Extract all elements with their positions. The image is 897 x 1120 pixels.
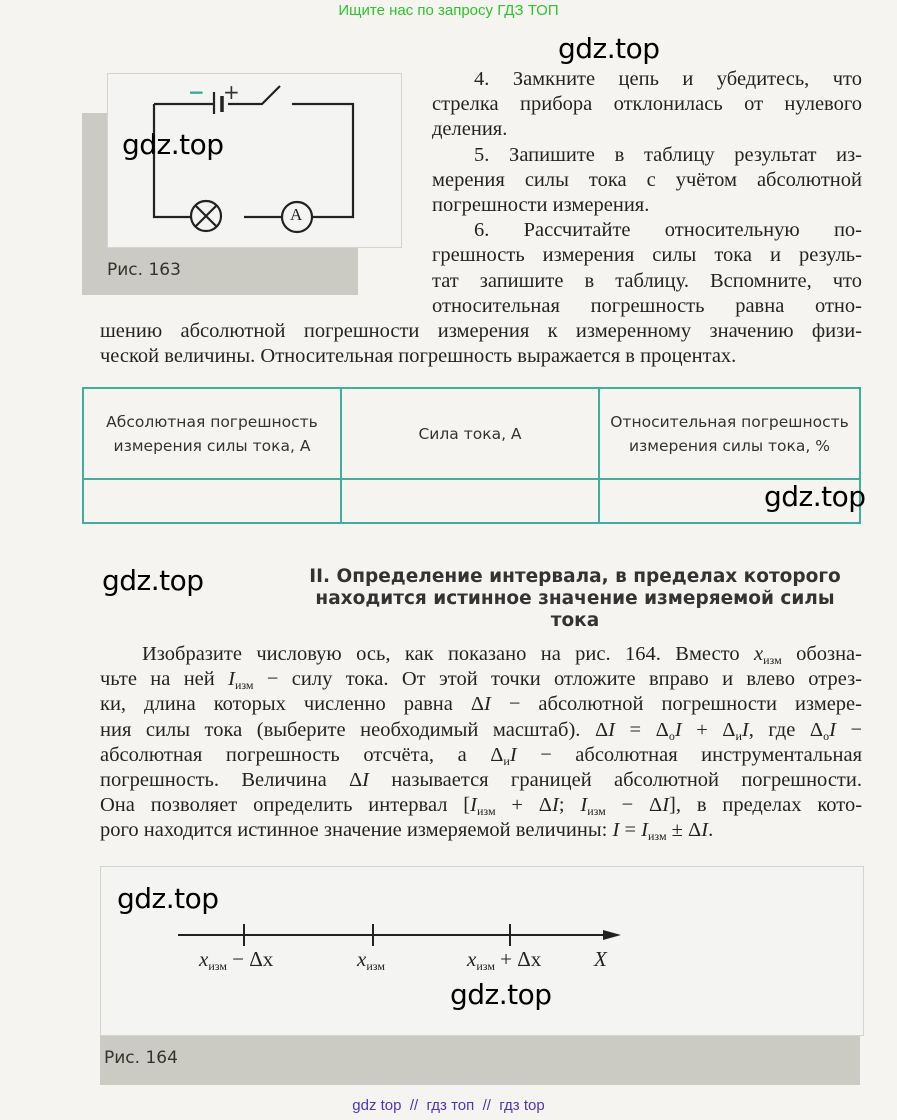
math-subscript: изм xyxy=(476,804,496,819)
header-current: Сила тока, А xyxy=(341,388,599,479)
text-segment: погрешности измерения. xyxy=(432,193,650,216)
watermark: gdz.top xyxy=(450,978,552,1011)
text-line xyxy=(432,92,862,117)
math-variable: I xyxy=(612,819,620,842)
cell-current[interactable] xyxy=(341,479,599,523)
text-segment: тат запишите в таблицу. Вспомните, что xyxy=(432,269,862,292)
math-variable: I xyxy=(484,693,491,716)
sub-izm: изм xyxy=(476,959,495,973)
table-row xyxy=(83,479,860,523)
text-segment: чьте на ней xyxy=(100,668,229,691)
instruction-paragraph xyxy=(100,642,862,844)
text-line xyxy=(100,319,862,344)
math-subscript: и xyxy=(503,753,510,768)
figure-164-caption: Рис. 164 xyxy=(104,1048,178,1068)
label-measured xyxy=(357,947,385,974)
text-segment: − силу тока. От этой точки отложите вправо и влево отрез- xyxy=(253,668,863,691)
label-upper xyxy=(467,947,541,974)
text-segment: шению абсолютной погрешности измерения к измеренному значению физи- xyxy=(100,320,862,342)
text-line xyxy=(432,218,862,243)
text-segment: − xyxy=(835,718,862,741)
arrow-icon xyxy=(603,930,621,940)
text-segment: = Δ xyxy=(614,718,669,741)
math-subscript: изм xyxy=(763,653,782,667)
math-variable: I xyxy=(362,768,369,791)
var-x: x xyxy=(199,947,209,971)
text-segment: + Δ xyxy=(495,794,552,817)
battery-minus: − xyxy=(188,80,205,104)
section-heading: II. Определение интервала, в пределах которого находится истинное значение измеряемой силы тока xyxy=(309,566,841,631)
text-line xyxy=(100,692,862,717)
text-segment: ± Δ xyxy=(666,819,702,842)
search-banner[interactable]: Ищите нас по запросу ГДЗ ТОП xyxy=(338,2,559,19)
math-subscript: о xyxy=(668,728,675,743)
results-table xyxy=(82,387,861,524)
text-line xyxy=(100,793,862,818)
text-segment: − Δ xyxy=(605,794,663,817)
var-x: x xyxy=(357,947,367,971)
steps-continuation xyxy=(100,319,862,369)
math-variable: I xyxy=(509,743,517,766)
watermark: gdz.top xyxy=(102,564,204,597)
text-line xyxy=(432,193,862,218)
text-segment: рого находится истинное значение измеряемой величины: xyxy=(100,819,613,842)
math-variable: I xyxy=(741,718,749,741)
text-segment: абсолютная погрешность отсчёта, а Δ xyxy=(100,743,504,766)
watermark: gdz.top xyxy=(764,480,866,513)
math-variable: I xyxy=(701,819,709,842)
text-line xyxy=(100,768,862,793)
sub-izm: изм xyxy=(366,959,385,973)
text-line xyxy=(432,143,862,168)
label-rest: + Δx xyxy=(494,947,542,971)
text-segment: стрелка прибора отклонилась от нулевого xyxy=(432,93,862,116)
text-line xyxy=(432,243,862,268)
text-line xyxy=(432,294,862,319)
text-segment: 6. Рассчитайте относительную по- xyxy=(474,219,862,242)
text-segment: называется границей абсолютной погрешности. xyxy=(369,768,862,791)
text-line xyxy=(100,743,862,768)
figure-163-caption: Рис. 163 xyxy=(107,260,181,280)
text-segment: = xyxy=(619,819,642,842)
axis-label: X xyxy=(594,947,607,971)
math-variable: I xyxy=(228,668,235,691)
math-variable: I xyxy=(580,794,588,817)
text-segment: − абсолютной погрешности измере- xyxy=(490,693,862,716)
footer-links[interactable]: gdz top // гдз топ // гдз top xyxy=(352,1097,545,1114)
text-segment: Она позволяет определить интервал [ xyxy=(100,794,471,817)
text-segment: деления. xyxy=(432,118,508,141)
battery-plus: + xyxy=(223,80,240,104)
table-header-row xyxy=(83,388,860,479)
text-segment: относительная погрешность равна отно- xyxy=(432,294,862,317)
watermark: gdz.top xyxy=(117,882,219,915)
steps-text xyxy=(432,67,862,319)
text-segment: ки, длина которых численно равна Δ xyxy=(100,693,485,716)
var-x: x xyxy=(467,947,477,971)
text-segment: ния силы тока (выберите необходимый масштаб). Δ xyxy=(100,718,609,741)
text-segment: − абсолютная инструментальная xyxy=(516,743,862,766)
cell-absolute-error[interactable] xyxy=(83,479,341,523)
math-variable: x xyxy=(753,643,764,665)
text-line xyxy=(100,642,862,667)
text-segment: ; xyxy=(558,794,581,817)
text-line xyxy=(432,168,862,193)
text-segment: грешность измерения силы тока и резуль- xyxy=(432,244,862,267)
math-subscript: изм xyxy=(234,678,254,693)
math-variable: I xyxy=(829,718,836,741)
text-segment: ческой величины. Относительная погрешность выражается в процентах. xyxy=(100,345,737,368)
text-line xyxy=(100,718,862,743)
math-subscript: и xyxy=(735,728,742,743)
math-variable: I xyxy=(674,718,682,741)
sub-izm: изм xyxy=(208,959,227,973)
header-absolute-error: Абсолютная погрешность измерения силы тока, А xyxy=(83,388,341,479)
ammeter-label: A xyxy=(290,205,303,224)
text-segment: Изобразите числовую ось, как показано на рис. 164. Вместо xyxy=(142,643,754,665)
text-line xyxy=(100,818,862,843)
watermark: gdz.top xyxy=(122,128,224,161)
math-subscript: о xyxy=(823,728,830,743)
math-variable: I xyxy=(608,718,615,741)
text-line xyxy=(100,344,862,369)
text-segment: 4. Замкните цепь и убедитесь, что xyxy=(474,68,862,90)
math-variable: I xyxy=(662,794,670,817)
header-relative-error: Относительная погрешность измерения силы тока, % xyxy=(599,388,860,479)
label-rest: − Δx xyxy=(226,947,274,971)
text-line xyxy=(100,667,862,692)
math-variable: I xyxy=(641,819,648,842)
text-segment: погрешность. Величина Δ xyxy=(100,768,363,791)
text-line xyxy=(432,67,862,92)
watermark: gdz.top xyxy=(558,32,660,65)
text-segment: . xyxy=(708,819,714,842)
math-subscript: изм xyxy=(587,804,606,819)
text-line xyxy=(432,269,862,294)
math-variable: I xyxy=(470,794,477,817)
text-segment: ], в пределах кото- xyxy=(669,794,863,817)
text-segment: мерения силы тока с учётом абсолютной xyxy=(432,168,862,191)
label-lower xyxy=(199,947,273,974)
text-segment: 5. Запишите в таблицу результат из- xyxy=(474,143,862,166)
math-variable: I xyxy=(551,794,559,817)
text-line xyxy=(432,117,862,142)
math-subscript: изм xyxy=(647,829,667,844)
text-segment: обозна- xyxy=(781,643,862,665)
text-segment: , где Δ xyxy=(748,718,824,741)
text-segment: + Δ xyxy=(681,718,736,741)
